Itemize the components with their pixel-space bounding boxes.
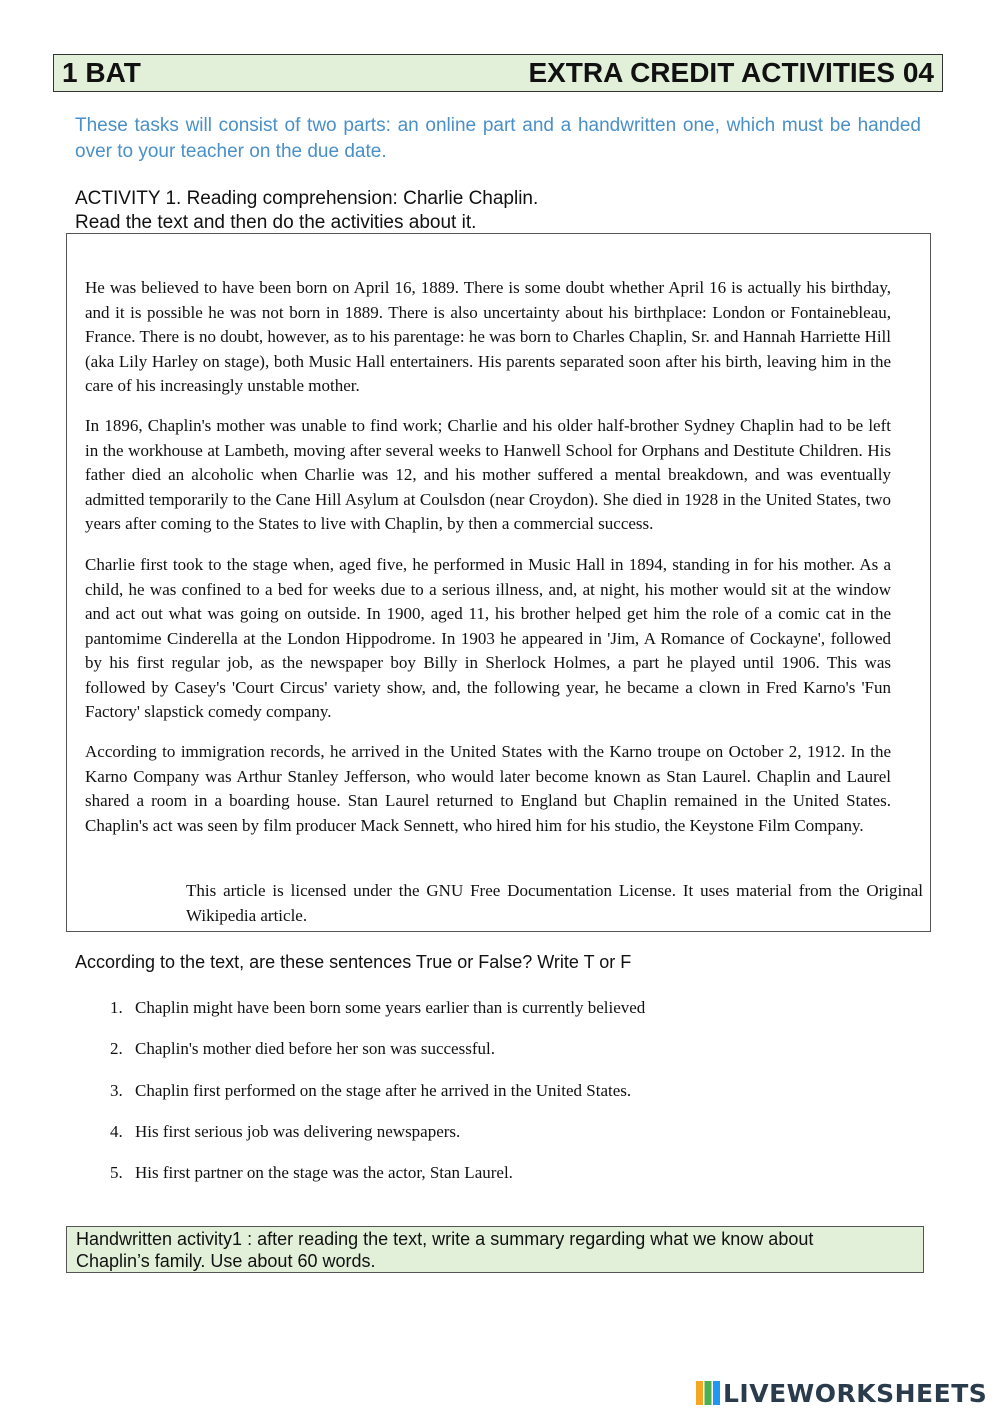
statement-item	[110, 1161, 645, 1202]
statement-text: His first serious job was delivering newspapers.	[135, 1121, 461, 1141]
statement-number: 3.	[110, 1080, 123, 1100]
handwritten-activity-box	[66, 1226, 924, 1273]
liveworksheets-logo-icon	[695, 1380, 721, 1406]
statement-text: His first partner on the stage was the actor, Stan Laurel.	[135, 1163, 513, 1183]
statement-text: Chaplin's mother died before her son was successful.	[135, 1039, 495, 1059]
statement-number: 5.	[110, 1163, 123, 1183]
statement-item	[110, 1120, 645, 1161]
statement-list	[110, 996, 645, 1202]
reading-text-box	[66, 233, 931, 932]
statement-item	[110, 1079, 645, 1120]
handwritten-line-2: Chaplin’s family. Use about 60 words.	[76, 1251, 376, 1271]
statement-number: 4.	[110, 1121, 123, 1141]
worksheet-header	[53, 54, 943, 92]
statement-item	[110, 1037, 645, 1078]
statement-item	[110, 996, 645, 1037]
paragraph-2: In 1896, Chaplin's mother was unable to find work; Charlie and his older half-brother Sydney Chaplin had to be left in the workhouse at Lambeth, moving after several weeks to Hanwell School for Orphans and Destitute Children. His father died an alcoholic when Charlie was 12, and his mother suffered a mental breakdown, and was eventually admitted temporarily to the Cane Hill Asylum at Coulsdon (near Croydon). She died in 1928 in the United States, two years after coming to the States to live with Chaplin, by then a commercial success.	[85, 416, 891, 533]
statement-number: 1.	[110, 998, 123, 1017]
logo-text: LIVEWORKSHEETS	[723, 1378, 988, 1408]
true-false-question: According to the text, are these sentences True or False? Write T or F	[75, 952, 632, 972]
activity-title: ACTIVITY 1. Reading comprehension: Charlie Chaplin.	[75, 188, 539, 209]
statement-text: Chaplin might have been born some years earlier than is currently believed	[135, 998, 646, 1017]
activity-instruction: Read the text and then do the activities about it.	[75, 212, 477, 233]
liveworksheets-logo	[695, 1375, 987, 1411]
activity-heading	[75, 187, 925, 235]
worksheet-title: EXTRA CREDIT ACTIVITIES 04	[528, 57, 934, 88]
paragraph-1: He was believed to have been born on April 16, 1889. There is some doubt whether April 16 is actually his birthday, and it is possible he was not born in 1889. There is also uncertainty about his birthplace: London or Fontainebleau, France. There is no doubt, however, as to his parentage: he was born to Charles Chaplin, Sr. and Hannah Harriette Hill (aka Lily Harley on stage), both Music Hall entertainers. His parents separated soon after his birth, leaving him in the care of his increasingly unstable mother.	[85, 278, 891, 395]
paragraph-4: According to immigration records, he arrived in the United States with the Karno troupe on October 2, 1912. In the Karno Company was Arthur Stanley Jefferson, who would later become known as Stan Laurel. Chaplin and Laurel shared a room in a boarding house. Stan Laurel returned to England but Chaplin remained in the United States. Chaplin's act was seen by film producer Mack Sennett, who hired him for his studio, the Keystone Film Company.	[85, 742, 891, 835]
statement-number: 2.	[110, 1039, 123, 1059]
class-label: 1 BAT	[62, 57, 141, 88]
handwritten-line-1: Handwritten activity1 : after reading the text, write a summary regarding what we know about	[76, 1229, 814, 1249]
intro-text: These tasks will consist of two parts: an online part and a handwritten one, which must be handed over to your teacher on the due date.	[75, 115, 921, 162]
paragraph-3: Charlie first took to the stage when, aged five, he performed in Music Hall in 1894, standing in for his mother. As a child, he was confined to a bed for weeks due to a serious illness, and, at night, his mother would sit at the window and act out what was going on outside. In 1900, aged 11, his brother helped get him the role of a comic cat in the pantomime Cinderella at the London Hippodrome. In 1903 he appeared in 'Jim, A Romance of Cockayne', followed by his first regular job, as the newspaper boy Billy in Sherlock Holmes, a part he played until 1906. This was followed by Casey's 'Court Circus' variety show, and, the following year, he became a clown in Fred Karno's 'Fun Factory' slapstick comedy company.	[85, 555, 891, 721]
license-note: This article is licensed under the GNU Free Documentation License. It uses material from the Original Wikipedia article.	[186, 881, 923, 925]
statement-text: Chaplin first performed on the stage after he arrived in the United States.	[135, 1080, 632, 1100]
